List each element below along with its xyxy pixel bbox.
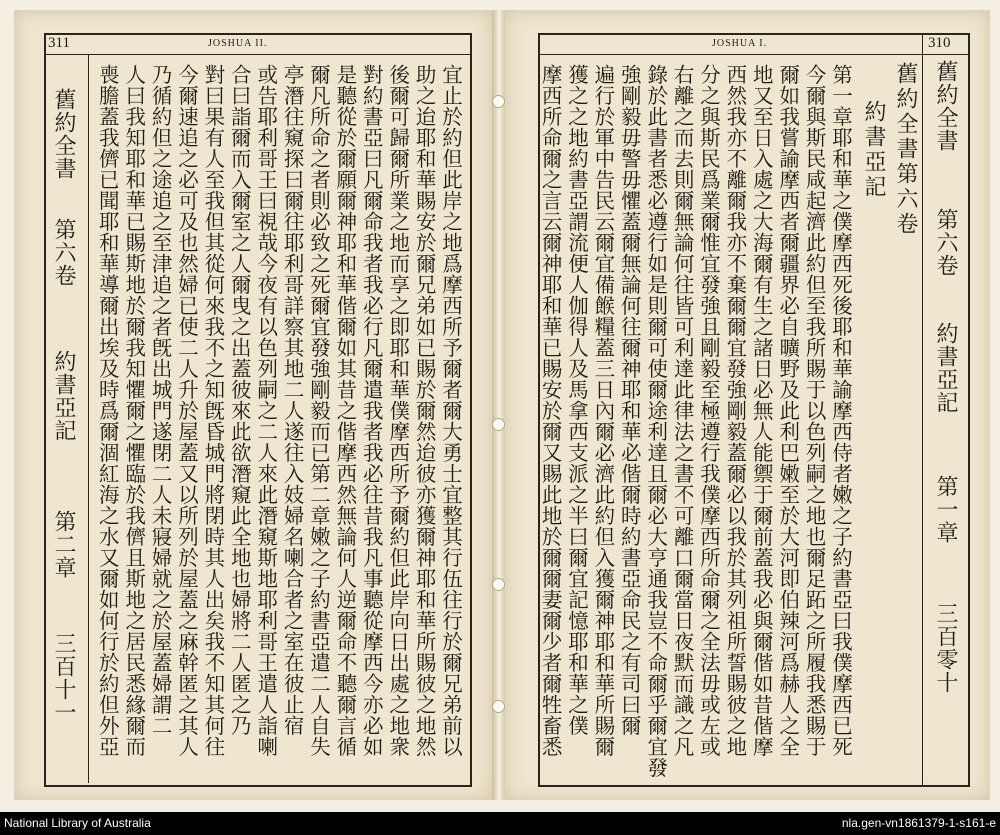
right-header-rule: [538, 54, 968, 55]
binding-hole: [492, 95, 505, 108]
text-column: 地又至日入處之大海爾有生之諸日必無人能禦于爾前蓋我必與爾偕如昔偕摩: [749, 64, 774, 757]
text-column: 爾如我嘗諭摩西者爾疆界必自曠野及此利巴嫩至於大河即伯辣河爲赫人之全: [775, 64, 800, 757]
text-column: 宜止於約但此岸之地爲摩西所予爾者爾大勇士宜整其行伍往行於爾兄弟前以: [438, 64, 463, 757]
text-column: 獲之之地約書亞謂流便人伽得人及馬拿西支派之半曰爾宜記憶耶和華之僕: [564, 64, 589, 736]
text-column: 分之與斯民爲業爾惟宜發強且剛毅至極遵行我僕摩西所命爾之全法毋或左或: [696, 64, 721, 757]
left-page-number: 311: [48, 35, 70, 51]
left-margin-chapter: 第二章: [51, 510, 76, 579]
left-header-rule: [44, 54, 470, 55]
footer-bar: [0, 812, 1000, 835]
text-column: 喪膽蓋我儕已聞耶和華導爾出埃及時爲爾涸紅海之水又爾如何行於約但外亞: [95, 64, 120, 757]
text-column: 強剛毅毋警毋懼蓋爾無論何往爾神耶和華必偕爾時約書亞命民之有司曰爾: [617, 64, 642, 736]
text-column: 對約書亞曰凡爾命我者我必行凡爾遣我者我必往昔我凡事聽從摩西今亦必如: [359, 64, 384, 757]
right-page-number: 310: [928, 35, 951, 51]
text-column: 對曰果有人至我但其從何來我不之知旣昏城門將閉時其人出矣我不知其何往: [200, 64, 225, 757]
text-column: 亭潛往窺探曰爾往耶利哥詳察其地二人遂往入妓婦名喇合者之室在彼止宿: [280, 64, 305, 736]
right-margin-page: 三百零十: [933, 602, 958, 694]
left-running-title: JOSHUA II.: [208, 38, 268, 49]
text-column: 今爾速追之必可及也然婦已使二人升於屋蓋又以所列於屋蓋之麻幹匿之其人: [174, 64, 199, 757]
text-column: 遍行於軍中告民云爾宜備餱糧蓋三日內爾必濟此約但入獲爾神耶和華所賜爾: [590, 64, 615, 757]
text-column: 錄於此書者悉必遵行如是則爾可使爾途利達且爾必大亨通我豈不命爾乎爾宜發: [643, 64, 668, 778]
left-margin-book: 舊約全書: [51, 88, 76, 180]
right-running-title: JOSHUA I.: [712, 38, 768, 49]
binding-hole: [492, 578, 505, 591]
footer-credit: National Library of Australia: [4, 816, 151, 830]
left-margin-page: 三百十一: [51, 632, 76, 724]
text-column: 助之迨耶和華賜安於爾兄弟如已賜於爾然迨彼亦獲爾神耶和華所賜彼之地然: [412, 64, 437, 757]
right-book-heading: 舊約全書第六卷: [893, 62, 918, 237]
text-column: 乃循約但之途追之至津追之者旣出城門遂閉二人未寢婦就之於屋蓋婦謂二: [148, 64, 173, 736]
right-margin-book-title: 約書亞記: [933, 322, 958, 414]
left-margin-volume: 第六卷: [51, 218, 76, 287]
right-margin-book: 舊約全書: [933, 60, 958, 152]
text-column: 後爾可歸爾所業之地而享之即耶和華僕摩西所予爾約但此岸向日出處之地衆: [385, 64, 410, 757]
text-column: 人曰我知耶和華已賜斯地於爾我知懼爾之懼臨於我儕且斯地之居民悉緣爾而: [121, 64, 146, 757]
left-margin-book-title: 約書亞記: [51, 350, 76, 442]
right-margin-volume: 第六卷: [933, 208, 958, 277]
text-column: 或告耶利哥王曰視哉今夜有以色列嗣之二人來此潛窺斯地耶利哥王遣人詣喇: [253, 64, 278, 757]
right-margin-chapter: 第一章: [933, 475, 958, 544]
text-column: 第一章耶和華之僕摩西死後耶和華諭摩西侍者嫩之子約書亞曰我僕摩西已死: [828, 64, 853, 757]
text-column: 今爾與斯民咸起濟此約但至我所賜于以色列嗣之地也爾足跖之所履我悉賜于: [802, 64, 827, 757]
footer-identifier: nla.gen-vn1861379-1-s161-e: [841, 816, 996, 830]
book-gutter: [492, 10, 505, 800]
right-book-title-heading: 約書亞記: [861, 100, 886, 200]
text-column: 是聽從於爾願爾神耶和華偕爾如其昔之偕摩西然無論何人逆爾命不聽爾言循: [332, 64, 357, 757]
binding-hole: [492, 418, 505, 431]
text-column: 合曰詣爾而入爾室之人爾曳之出蓋彼來此欲潛窺此全地也婦將二人匿之乃: [227, 64, 252, 736]
binding-hole: [492, 700, 505, 713]
text-column: 摩西所命爾之言云爾神耶和華已賜安於爾又賜此地於爾爾妻爾少者爾牲畜悉: [538, 64, 563, 757]
text-column: 右離之而去則爾無論何往皆可利達此律法之書不可離口爾當日夜默而識之凡: [670, 64, 695, 757]
left-margin-rule: [88, 55, 89, 783]
text-column: 爾凡所命之者則必致之死爾宜發強剛毅而已第二章嫩之子約書亞遣二人自失: [306, 64, 331, 757]
text-column: 西然我亦不離爾我亦不棄爾爾宜發強剛毅蓋爾必以我於其列祖所誓賜彼之地: [722, 64, 747, 757]
right-margin-rule: [922, 33, 923, 785]
